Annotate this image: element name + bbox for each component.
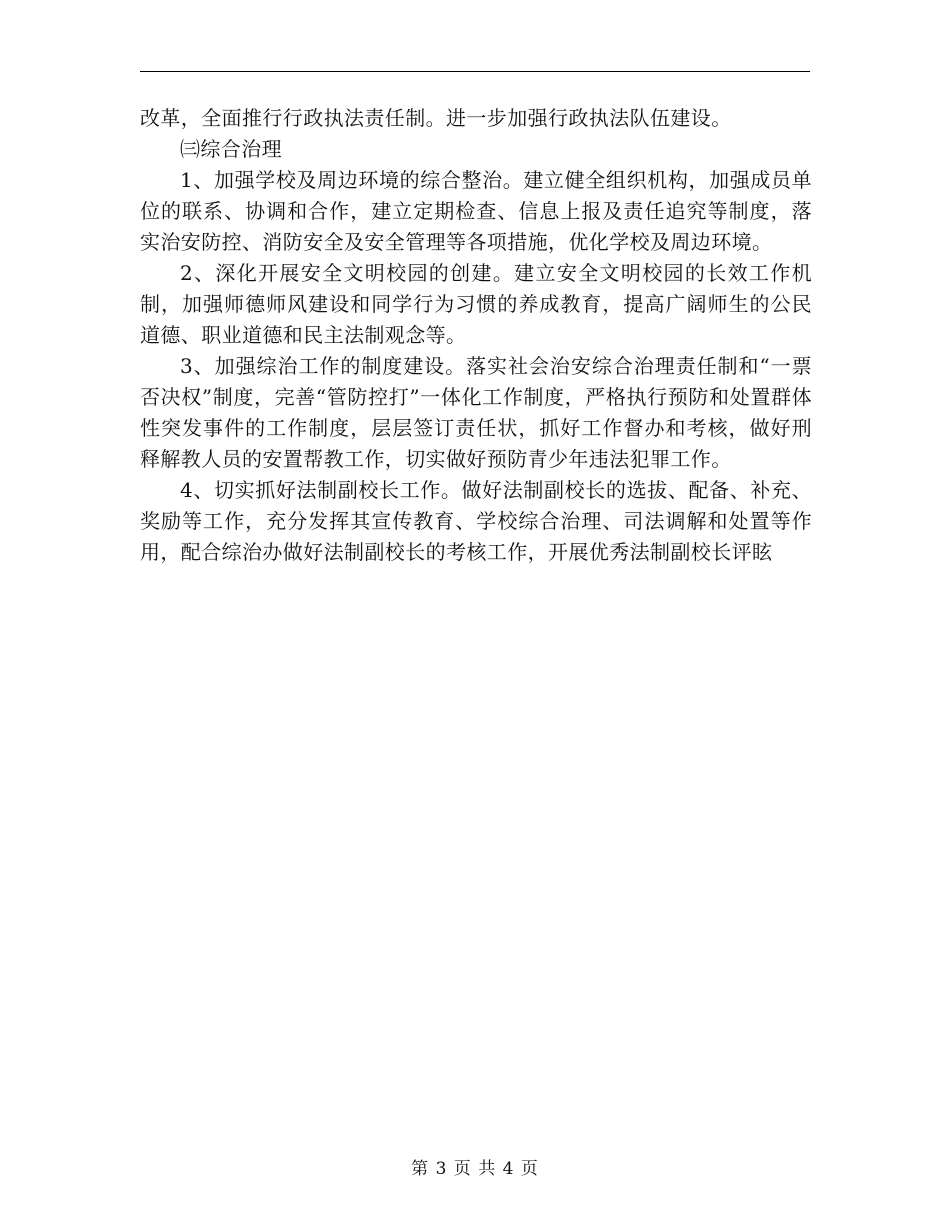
document-body xyxy=(140,103,812,568)
header-rule xyxy=(140,71,810,72)
section-heading: ㈢综合治理 xyxy=(180,137,282,161)
paragraph-item-4: 4、切实抓好法制副校长工作。做好法制副校长的选拔、配备、补充、奖励等工作，充分发挥其宣传教育、学校综合治理、司法调解和处置等作用，配合综治办做好法制副校长的考核工作，开展优秀法制副校长评眩 xyxy=(140,478,812,564)
paragraph-item-1: 1、加强学校及周边环境的综合整治。建立健全组织机构，加强成员单位的联系、协调和合作，建立定期检查、信息上报及责任追究等制度，落实治安防控、消防安全及安全管理等各项措施，优化学校及周边环境。 xyxy=(140,168,812,254)
paragraph-continuation: 改革，全面推行行政执法责任制。进一步加强行政执法队伍建设。 xyxy=(140,106,732,130)
page-number: 第 3 页 共 4 页 xyxy=(411,1159,539,1179)
paragraph-item-2: 2、深化开展安全文明校园的创建。建立安全文明校园的长效工作机制，加强师德师风建设和同学行为习惯的养成教育，提高广阔师生的公民道德、职业道德和民主法制观念等。 xyxy=(140,261,812,347)
paragraph-item-3: 3、加强综治工作的制度建设。落实社会治安综合治理责任制和“一票否决权”制度，完善“管防控打”一体化工作制度，严格执行预防和处置群体性突发事件的工作制度，层层签订责任状，抓好工作督办和考核，做好刑释解教人员的安置帮教工作，切实做好预防青少年违法犯罪工作。 xyxy=(140,354,812,471)
